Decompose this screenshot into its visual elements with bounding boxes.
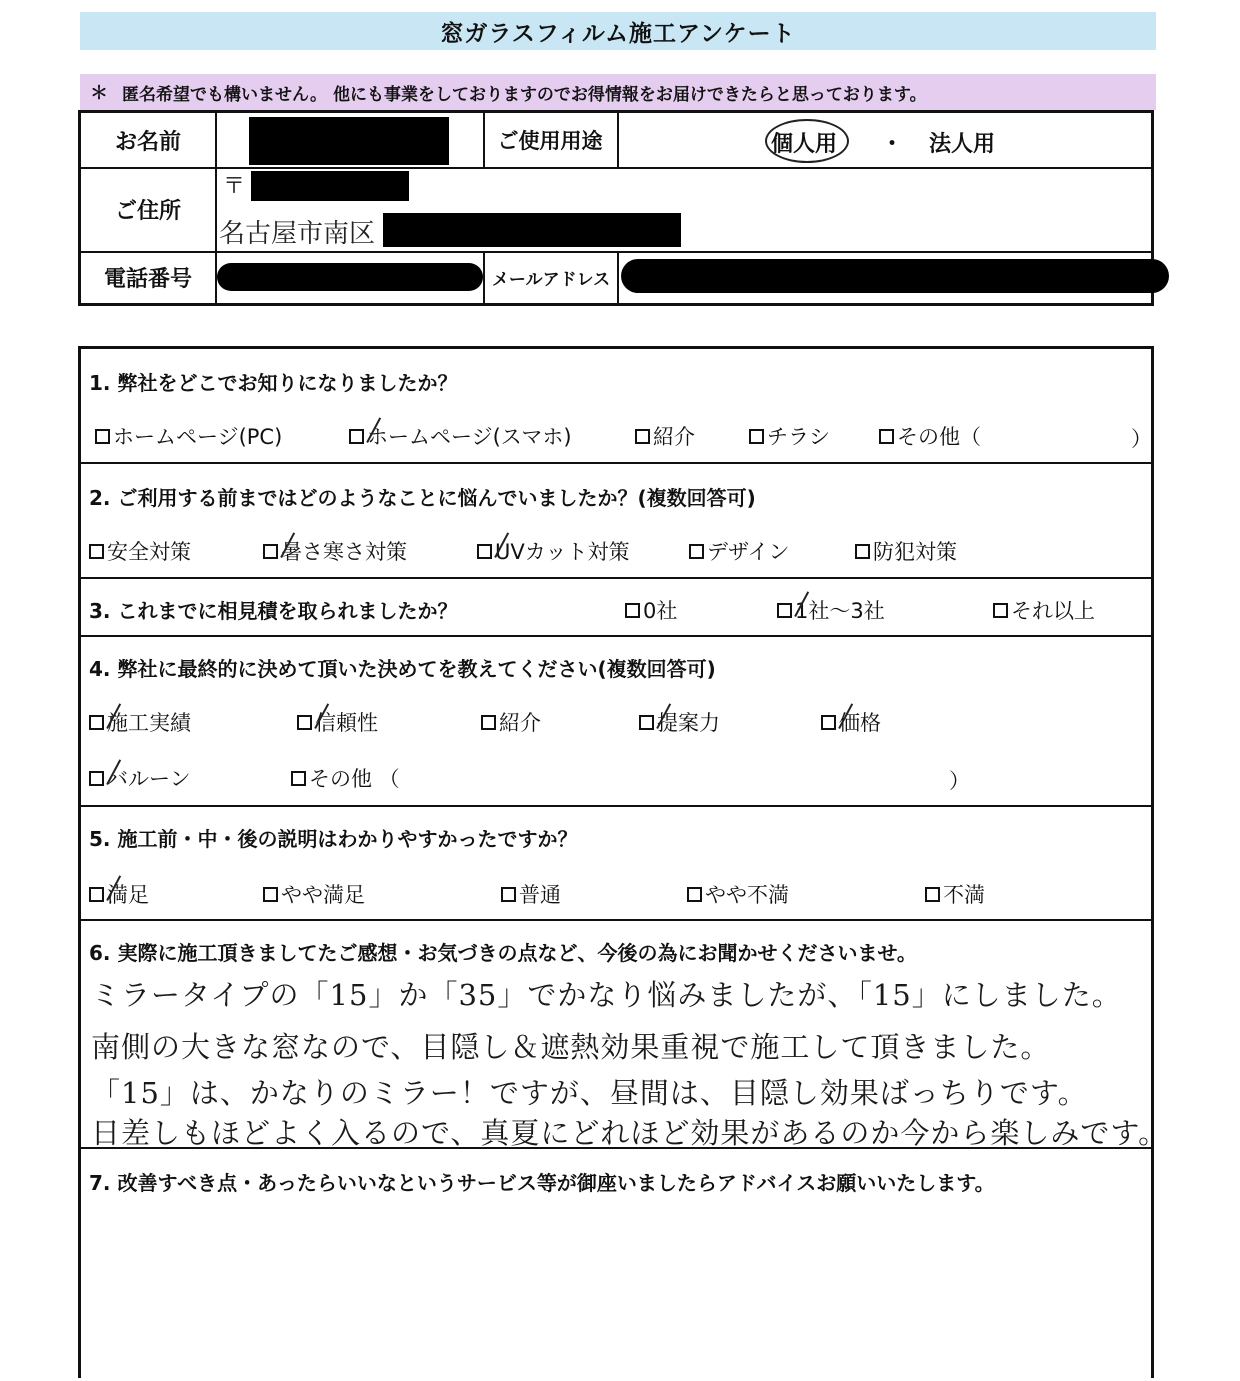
- address-redacted: [383, 213, 681, 247]
- q3-option-one-to-three[interactable]: [777, 595, 885, 625]
- checkbox[interactable]: [263, 887, 278, 902]
- question-2: [81, 464, 1151, 579]
- q2-option-crime-prevention[interactable]: [855, 536, 957, 566]
- checkbox[interactable]: [855, 544, 870, 559]
- notice-asterisk: ＊: [90, 83, 108, 104]
- q5-option-somewhat-dissatisfied[interactable]: [687, 879, 789, 909]
- option-label: やや満足: [281, 883, 365, 907]
- q5-option-satisfied[interactable]: [89, 879, 149, 909]
- q2-option-design[interactable]: [689, 536, 790, 566]
- q4-option-track-record[interactable]: [89, 707, 191, 737]
- q1-option-referral[interactable]: [635, 421, 695, 451]
- q1-option-flyer[interactable]: [749, 421, 830, 451]
- name-redacted: [249, 117, 449, 165]
- checkbox[interactable]: [925, 887, 940, 902]
- checkbox[interactable]: [687, 887, 702, 902]
- comment-line-1: ミラータイプの「15」か「35」でかなり悩みましたが、「15」にしました。: [91, 978, 1122, 1012]
- checkbox-checked[interactable]: [477, 544, 492, 559]
- postal-mark: 〒: [223, 174, 246, 199]
- question-3: [81, 579, 1151, 637]
- option-label: 安全対策: [107, 540, 191, 564]
- checkbox[interactable]: [993, 603, 1008, 618]
- question-2-title: 2. ご利用する前まではどのようなことに悩んでいましたか？(複数回答可): [89, 486, 756, 510]
- checkbox[interactable]: [879, 429, 894, 444]
- checkbox-checked[interactable]: [349, 429, 364, 444]
- question-5-title: 5. 施工前・中・後の説明はわかりやすかったですか？: [89, 827, 578, 851]
- questionnaire: [78, 346, 1169, 1378]
- option-label: その他 （: [309, 767, 400, 791]
- question-1: [81, 349, 1151, 464]
- contact-info-table: [78, 110, 1154, 306]
- q1-option-other[interactable]: [879, 421, 981, 451]
- q3-option-more[interactable]: [993, 595, 1095, 625]
- survey-title-text: 窓ガラスフィルム施工アンケート: [440, 20, 796, 47]
- option-label: ホームページ(スマホ): [367, 425, 572, 449]
- option-label: 紹介: [653, 425, 695, 449]
- checkbox-checked[interactable]: [89, 887, 104, 902]
- checkbox-checked[interactable]: [89, 771, 104, 786]
- option-label: 紹介: [499, 711, 541, 735]
- comment-line-4: 日差しもほどよく入るので、真夏にどれほど効果があるのか今から楽しみです。: [91, 1116, 1169, 1150]
- q5-option-neutral[interactable]: [501, 879, 561, 909]
- checkbox-checked[interactable]: [639, 715, 654, 730]
- checkbox[interactable]: [689, 544, 704, 559]
- email-redacted: [621, 259, 1169, 293]
- usage-personal[interactable]: 個人用: [771, 132, 838, 157]
- q5-option-dissatisfied[interactable]: [925, 879, 985, 909]
- option-label: 1社～3社: [795, 599, 885, 623]
- question-6-title: 6. 実際に施工頂きましてたご感想・お気づきの点など、今後の為にお聞かせくださいませ。: [89, 941, 917, 965]
- q4-option-price[interactable]: [821, 707, 881, 737]
- q2-option-safety[interactable]: [89, 536, 191, 566]
- phone-redacted: [217, 263, 483, 291]
- address-label: ご住所: [114, 198, 181, 224]
- phone-label: 電話番号: [103, 266, 192, 292]
- question-3-title: 3. これまでに相見積を取られましたか？: [89, 599, 458, 623]
- question-7: [81, 1149, 1151, 1381]
- selected-circle: [765, 119, 849, 163]
- q5-option-somewhat-satisfied[interactable]: [263, 879, 365, 909]
- q1-option-homepage-smartphone[interactable]: [349, 421, 572, 451]
- q2-option-heat-cold[interactable]: [263, 536, 407, 566]
- q4-option-other[interactable]: [291, 763, 400, 793]
- q4-option-proposal[interactable]: [639, 707, 720, 737]
- q1-option-homepage-pc[interactable]: [95, 421, 282, 451]
- option-label: それ以上: [1011, 599, 1095, 623]
- q4-option-balloon[interactable]: [89, 763, 191, 793]
- comment-line-3: 「15」は、かなりのミラー！ですが、昼間は、目隠し効果ばっちりです。: [91, 1076, 1088, 1110]
- anonymous-notice: [80, 74, 1156, 110]
- option-label: ホームページ(PC): [113, 425, 283, 449]
- postal-code-redacted: [251, 171, 409, 201]
- question-7-title: 7. 改善すべき点・あったらいいなというサービス等が御座いましたらアドバイスお願いいたします。: [89, 1171, 995, 1195]
- checkbox-checked[interactable]: [821, 715, 836, 730]
- option-label: その他（: [897, 425, 981, 449]
- usage-corporate[interactable]: 法人用: [929, 132, 996, 157]
- checkbox-checked[interactable]: [777, 603, 792, 618]
- name-label: お名前: [114, 129, 181, 155]
- checkbox[interactable]: [501, 887, 516, 902]
- checkbox[interactable]: [625, 603, 640, 618]
- checkbox-checked[interactable]: [297, 715, 312, 730]
- question-1-title: 1. 弊社をどこでお知りになりましたか？: [89, 371, 458, 395]
- address-city: 名古屋市南区: [219, 219, 376, 249]
- question-4: [81, 637, 1151, 807]
- option-label: 不満: [943, 883, 985, 907]
- checkbox[interactable]: [749, 429, 764, 444]
- question-5: [81, 807, 1151, 921]
- q4-option-referral[interactable]: [481, 707, 541, 737]
- email-label: メールアドレス: [491, 269, 611, 290]
- option-label: 信頼性: [315, 711, 378, 735]
- checkbox[interactable]: [635, 429, 650, 444]
- option-label: やや不満: [705, 883, 789, 907]
- option-label: 満足: [107, 883, 149, 907]
- checkbox-checked[interactable]: [263, 544, 278, 559]
- q2-option-uv-cut[interactable]: [477, 536, 630, 566]
- option-label: バルーン: [107, 767, 191, 791]
- divider: [617, 113, 619, 167]
- option-label: 施工実績: [107, 711, 191, 735]
- usage-separator: ・: [881, 132, 904, 157]
- checkbox[interactable]: [291, 771, 306, 786]
- option-label: チラシ: [767, 425, 830, 449]
- comment-line-2: 南側の大きな窓なので、目隠し＆遮熱効果重視で施工して頂きました。: [91, 1030, 1051, 1064]
- question-6: [81, 921, 1169, 1150]
- question-4-title: 4. 弊社に最終的に決めて頂いた決めてを教えてください(複数回答可): [89, 657, 716, 681]
- divider: [617, 251, 619, 303]
- checkbox[interactable]: [95, 429, 110, 444]
- option-label: 提案力: [657, 711, 720, 735]
- q4-other-close-paren: ）: [949, 769, 970, 793]
- checkbox-checked[interactable]: [89, 715, 104, 730]
- option-label: 0社: [643, 599, 678, 623]
- q1-other-close-paren: ）: [1131, 427, 1152, 451]
- usage-label: ご使用用途: [497, 129, 603, 153]
- survey-title: [80, 12, 1156, 50]
- option-label: UVカット対策: [495, 540, 630, 564]
- q4-option-reliability[interactable]: [297, 707, 378, 737]
- option-label: 暑さ寒さ対策: [281, 540, 407, 564]
- option-label: 防犯対策: [873, 540, 957, 564]
- option-label: 価格: [839, 711, 881, 735]
- notice-text: 匿名希望でも構いません。 他にも事業をしておりますのでお得情報をお届けできたらと思っております。: [122, 84, 927, 105]
- q3-option-zero[interactable]: [625, 595, 677, 625]
- checkbox[interactable]: [89, 544, 104, 559]
- option-label: デザイン: [707, 540, 790, 564]
- option-label: 普通: [519, 883, 561, 907]
- checkbox[interactable]: [481, 715, 496, 730]
